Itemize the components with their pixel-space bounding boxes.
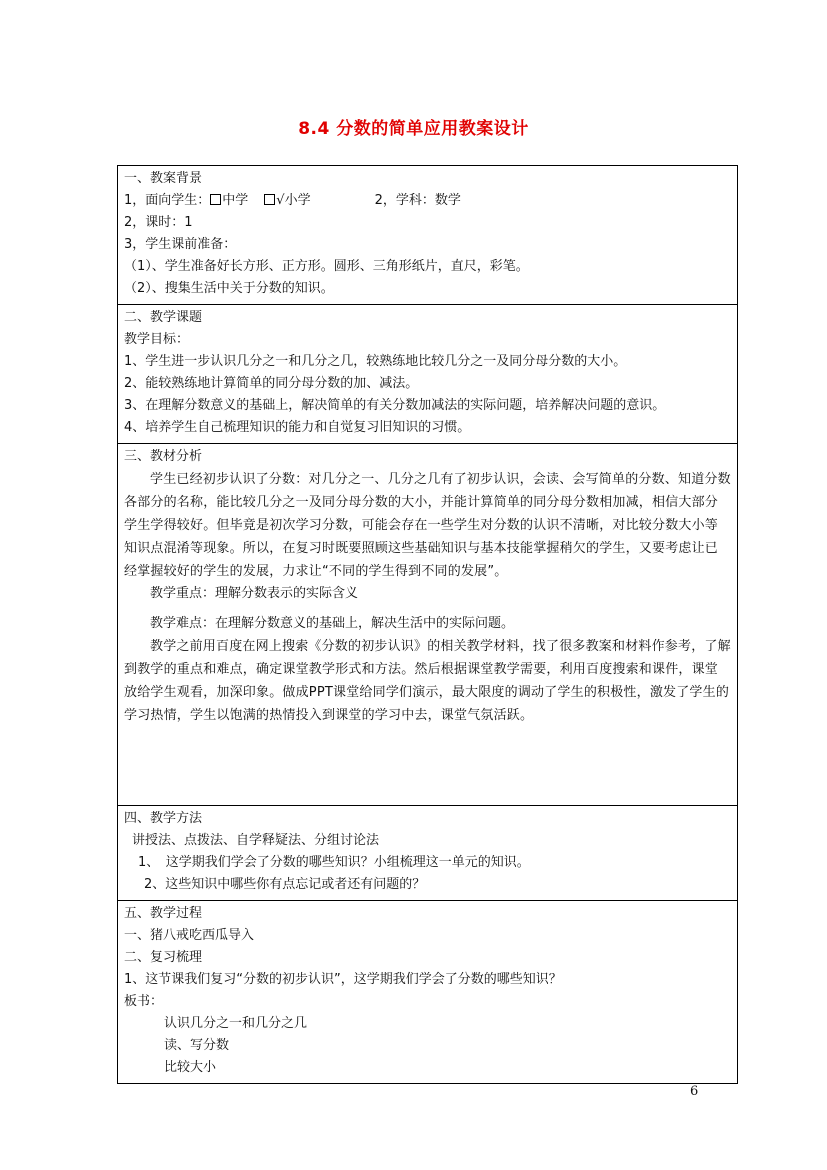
- prep-line: 3，学生课前准备：: [124, 237, 237, 252]
- lesson-plan-table: [117, 165, 738, 1084]
- section-heading: 一、教案背景: [124, 171, 203, 186]
- process-step: 二、复习梳理: [124, 950, 203, 965]
- section-heading: 五、教学过程: [124, 906, 203, 921]
- question-item: 2、这些知识中哪些你有点忘记或者还有问题的？: [144, 877, 426, 892]
- analysis-paragraph: 学生已经初步认识了分数：对几分之一、几分之几有了初步认识，会读、会写简单的分数、知道分数各部分的名称，能比较几分之一及同分母分数的大小，并能计算简单的同分母分数相加减，相信大部分学生学得较好。但毕竟是初次学习分数，可能会存在一些学生对分数的认识不清晰，对比较分数大小等知识点混淆等现象。所以，在复习时既要照顾这些基础知识与基本技能掌握稍欠的学生，又要考虑让已经掌握较好的学生的发展，力求让“不同的学生得到不同的发展”。: [124, 472, 731, 579]
- board-item: 读、写分数: [164, 1038, 230, 1053]
- board-label: 板书：: [124, 994, 164, 1009]
- prep-item-2: （2）、搜集生活中关于分数的知识。: [124, 281, 334, 296]
- audience-label: 1，面向学生：: [124, 193, 211, 208]
- goal-label: 教学目标：: [124, 332, 190, 347]
- board-item: 认识几分之一和几分之几: [164, 1016, 308, 1031]
- goal-item: 3、在理解分数意义的基础上，解决简单的有关分数加减法的实际问题，培养解决问题的意识。: [124, 398, 666, 413]
- subject-label: 2，学科：数学: [374, 193, 461, 208]
- goal-item: 2、能较熟练地计算简单的同分母分数的加、减法。: [124, 376, 419, 391]
- review-question: 1、这节课我们复习“分数的初步认识”，这学期我们学会了分数的哪些知识？: [124, 972, 562, 987]
- checkbox-primary-school-icon: [264, 194, 275, 205]
- section-topic: [118, 304, 737, 443]
- board-item: 比较大小: [164, 1060, 217, 1075]
- section-method: [118, 805, 737, 900]
- checkbox-middle-school-icon: [210, 194, 221, 205]
- document-title: 8.4 分数的简单应用教案设计: [298, 119, 529, 139]
- teaching-difficulty: 教学难点：在理解分数意义的基础上，解决生活中的实际问题。: [150, 616, 515, 631]
- analysis-paragraph: 教学之前用百度在网上搜索《分数的初步认识》的相关教学材料，找了很多教案和材料作参考，了解到教学的重点和难点，确定课堂教学形式和方法。然后根据课堂教学需要，利用百度搜索和课件，课堂放给学生观看，加深印象。做成PPT课堂给同学们演示，最大限度的调动了学生的积极性，激发了学生的学习热情，学生以饱满的热情投入到课堂的学习中去，课堂气氛活跃。: [124, 639, 731, 723]
- section-heading: 四、教学方法: [124, 811, 203, 826]
- option-primary-school: √小学: [276, 193, 311, 208]
- teaching-key-point: 教学重点：理解分数表示的实际含义: [150, 586, 359, 601]
- methods-line: 讲授法、点拨法、自学释疑法、分组讨论法: [132, 833, 380, 848]
- goal-item: 1、学生进一步认识几分之一和几分之几，较熟练地比较几分之一及同分母分数的大小。: [124, 354, 627, 369]
- section-heading: 三、教材分析: [124, 449, 203, 464]
- question-item: 1、 这学期我们学会了分数的哪些知识？小组梳理这一单元的知识。: [138, 855, 530, 870]
- process-step: 一、猪八戒吃西瓜导入: [124, 928, 255, 943]
- section-analysis: [118, 443, 737, 805]
- hours-line: 2，课时：1: [124, 215, 193, 230]
- page-number: 6: [690, 1084, 699, 1099]
- goal-item: 4、培养学生自己梳理知识的能力和自觉复习旧知识的习惯。: [124, 420, 471, 435]
- section-heading: 二、教学课题: [124, 310, 203, 325]
- section-process: [118, 900, 737, 1083]
- prep-item-1: （1）、学生准备好长方形、正方形。圆形、三角形纸片，直尺，彩笔。: [124, 259, 529, 274]
- audience-row: [124, 190, 731, 212]
- option-middle-school: 中学: [222, 193, 249, 208]
- section-background: [118, 166, 737, 304]
